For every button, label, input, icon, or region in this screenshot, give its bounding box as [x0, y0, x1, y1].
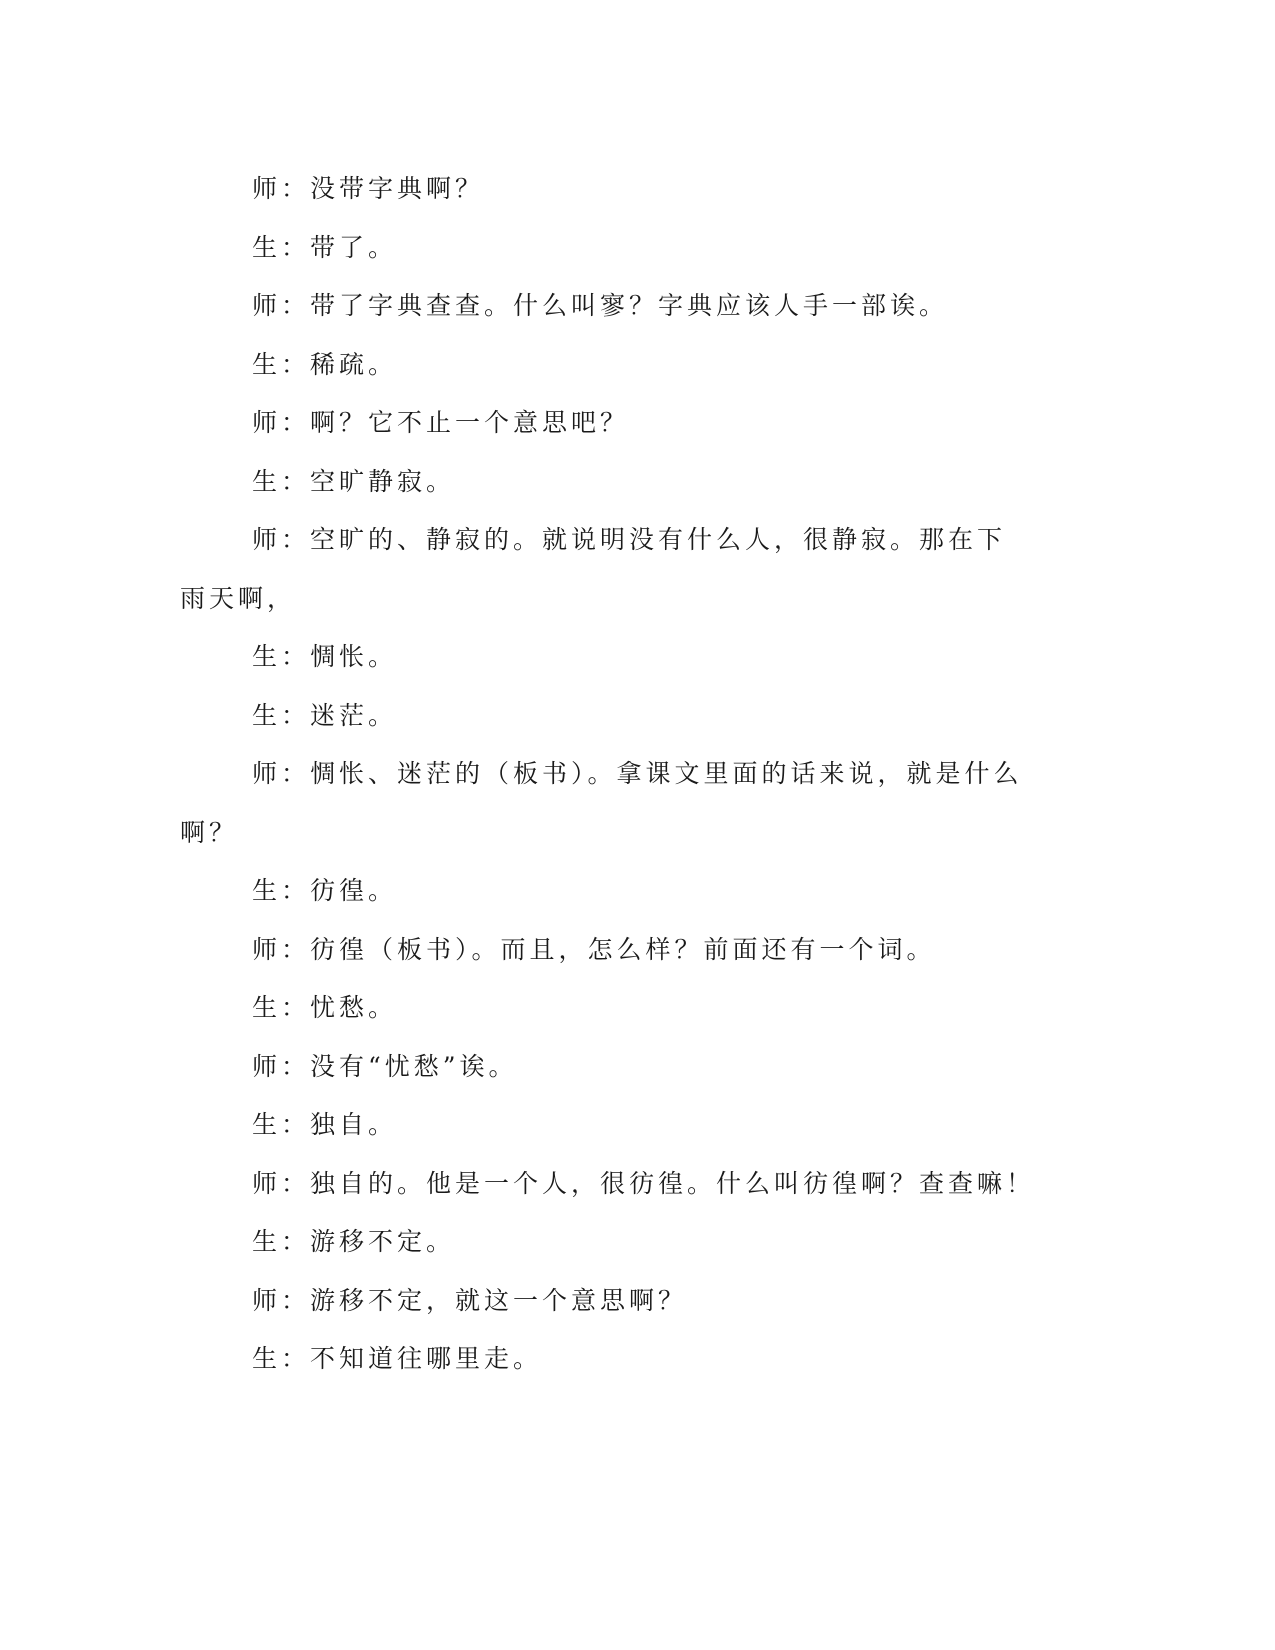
dialogue-line: 生：游移不定。 [252, 1227, 456, 1256]
dialogue-line: 生：迷茫。 [252, 700, 398, 730]
dialogue-line: 生：稀疏。 [252, 349, 398, 379]
dialogue-line: 师：没有“忧愁”诶。 [252, 1051, 518, 1081]
dialogue-line: 师：带了字典查查。什么叫寥？字典应该人手一部诶。 [252, 291, 949, 320]
dialogue-line: 生：带了。 [252, 232, 398, 262]
dialogue-line: 生：独自。 [252, 1110, 398, 1139]
dialogue-line: 师：没带字典啊？ [252, 174, 485, 203]
dialogue-line: 生：不知道往哪里走。 [252, 1344, 543, 1373]
dialogue-line: 师：游移不定，就这一个意思啊？ [252, 1285, 688, 1315]
dialogue-line: 生：彷徨。 [252, 876, 398, 905]
dialogue-line: 师：独自的。他是一个人，很彷徨。什么叫彷徨啊？查查嘛！ [252, 1168, 1036, 1198]
dialogue-line: 师：啊？它不止一个意思吧？ [252, 408, 630, 437]
dialogue-line: 师：彷徨（板书）。而且，怎么样？前面还有一个词。 [252, 934, 936, 964]
dialogue-line: 生：忧愁。 [252, 993, 398, 1022]
dialogue-line: 生：惆怅。 [252, 642, 398, 671]
dialogue-line: 师：惆怅、迷茫的（板书）。拿课文里面的话来说，就是什么啊？ [180, 759, 1023, 847]
dialogue-line: 师：空旷的、静寂的。就说明没有什么人，很静寂。那在下雨天啊， [180, 525, 1007, 613]
transcript-body [180, 160, 1070, 1389]
dialogue-line: 生：空旷静寂。 [252, 466, 456, 496]
